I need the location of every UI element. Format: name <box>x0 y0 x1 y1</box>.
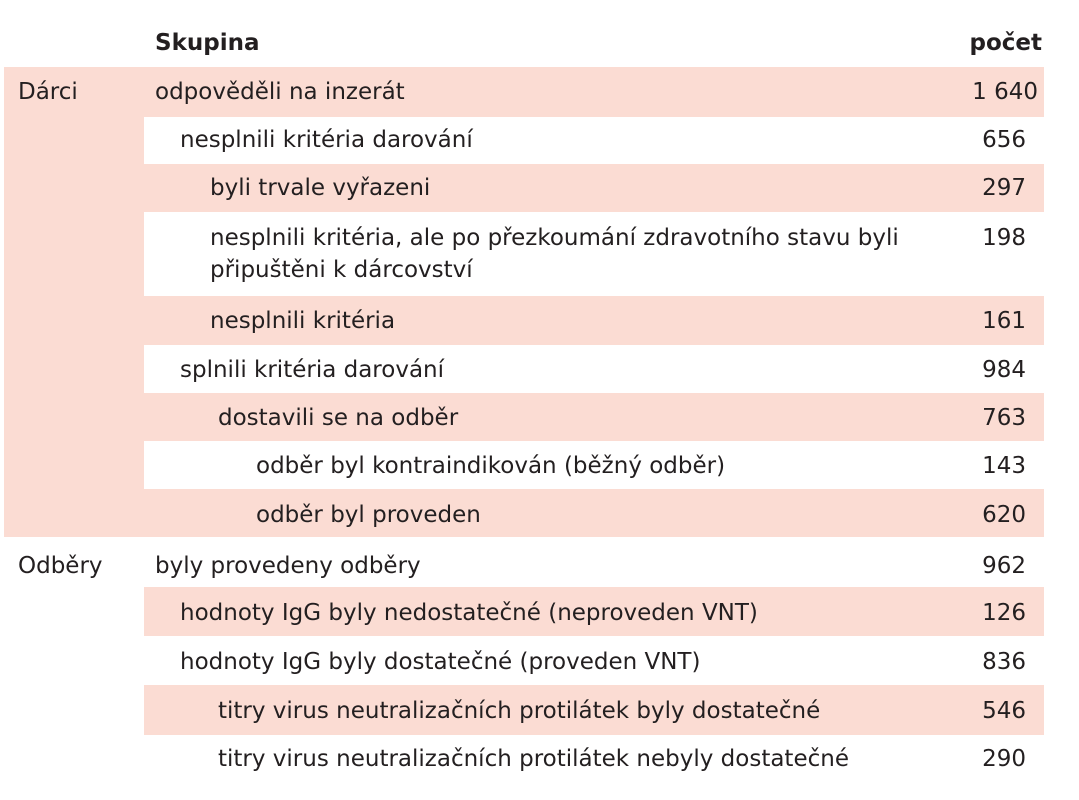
row-label: byli trvale vyřazeni <box>210 175 431 201</box>
row-label: titry virus neutralizačních protilátek byly dostatečné <box>218 698 821 724</box>
row-count: 836 <box>982 649 1026 675</box>
row-count: 161 <box>982 308 1026 334</box>
row-label: hodnoty IgG byly nedostatečné (neproveden VNT) <box>180 600 758 626</box>
row-count: 763 <box>982 405 1026 431</box>
row-label: hodnoty IgG byly dostatečné (proveden VNT) <box>180 649 701 675</box>
row-label: odběr byl kontraindikován (běžný odběr) <box>256 453 726 479</box>
row-label: byly provedeny odběry <box>155 553 421 579</box>
header-group: Skupina <box>155 30 260 56</box>
row-count: 656 <box>982 127 1026 153</box>
row-count: 297 <box>982 175 1026 201</box>
header-count: počet <box>969 30 1042 56</box>
section-label-darci: Dárci <box>18 79 78 105</box>
row-label: splnili kritéria darování <box>180 357 445 383</box>
row-label-line2: připuštěni k dárcovství <box>210 257 473 283</box>
row-count: 290 <box>982 746 1026 772</box>
row-count: 962 <box>982 553 1026 579</box>
row-label-line1: nesplnili kritéria, ale po přezkoumání zdravotního stavu byli <box>210 225 899 251</box>
row-count: 143 <box>982 453 1026 479</box>
section-label-odbery: Odběry <box>18 553 103 579</box>
row-label: nesplnili kritéria darování <box>180 127 473 153</box>
row-label: odpověděli na inzerát <box>155 79 405 105</box>
row-count: 984 <box>982 357 1026 383</box>
row-count: 126 <box>982 600 1026 626</box>
section-band-darci <box>4 67 144 537</box>
row-label: nesplnili kritéria <box>210 308 396 334</box>
row-count: 198 <box>982 225 1026 251</box>
row-count: 546 <box>982 698 1026 724</box>
row-label: dostavili se na odběr <box>218 405 459 431</box>
row-count: 620 <box>982 502 1026 528</box>
row-label: titry virus neutralizačních protilátek nebyly dostatečné <box>218 746 849 772</box>
row-count: 1 640 <box>972 79 1038 105</box>
row-label: odběr byl proveden <box>256 502 481 528</box>
